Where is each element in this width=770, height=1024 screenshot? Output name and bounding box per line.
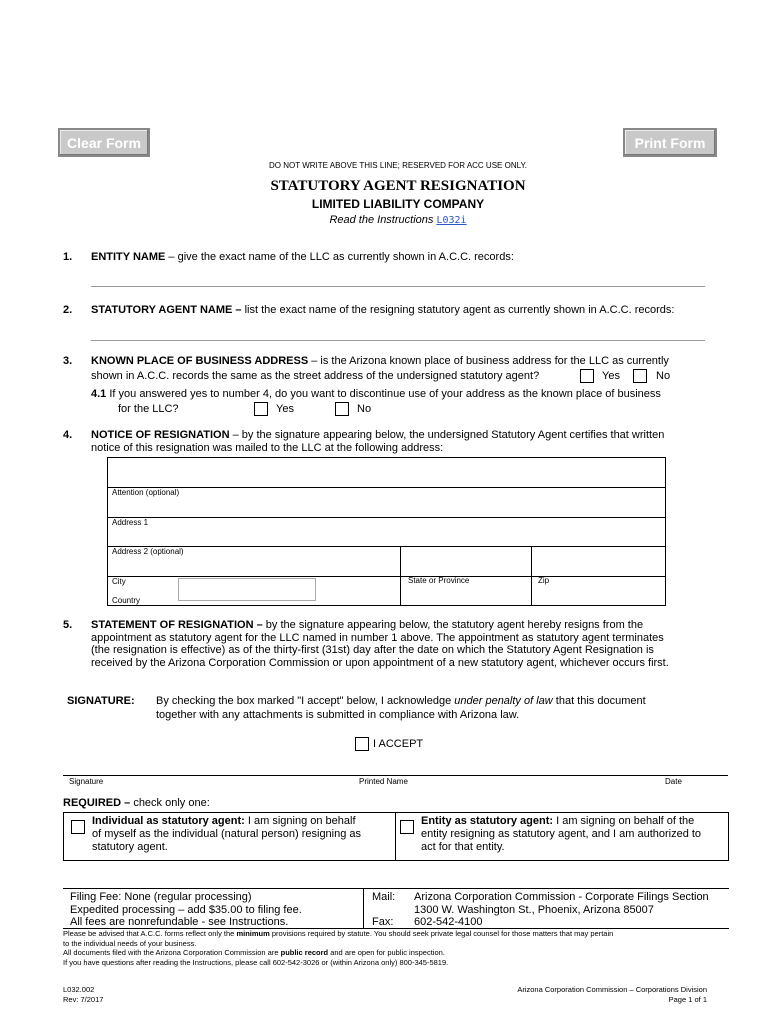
known-place-text: – is the Arizona known place of business address for the LLC as currently (311, 355, 669, 367)
nonrefundable-note: All fees are nonrefundable - see Instructions. (70, 916, 289, 928)
date-label: Date (665, 777, 682, 786)
section-41-line-2: for the LLC? (118, 403, 179, 415)
notice-l3a: All documents filed with the Arizona Corporation Commission are (63, 948, 279, 957)
individual-agent-checkbox[interactable] (71, 820, 85, 834)
individual-agent-text-1: I am signing on behalf (247, 815, 356, 827)
instructions-line (0, 214, 770, 226)
expedited-fee: Expedited processing – add $35.00 to filing fee. (70, 903, 302, 916)
section-5-line-1 (91, 619, 643, 631)
form-revision: Rev: 7/2017 (63, 995, 104, 1004)
required-line (63, 797, 210, 809)
country-label: Country (112, 596, 141, 605)
entity-name-field[interactable] (91, 286, 705, 287)
section-41-number: 4.1 (91, 388, 107, 400)
entity-agent-checkbox[interactable] (400, 820, 414, 834)
section-5-line-4: received by the Arizona Corporation Commission or upon appointment of a new statutory agent, whichever occurs first. (91, 657, 669, 669)
entity-agent-text-1: I am signing on behalf of the (556, 815, 695, 827)
notice-heading: NOTICE OF RESIGNATION (91, 429, 230, 441)
individual-agent-heading: Individual as statutory agent: (92, 815, 245, 827)
known-place-yes-label: Yes (602, 370, 620, 382)
signature-text-1 (156, 695, 646, 707)
required-divider (395, 812, 396, 861)
address1-label: Address 1 (112, 518, 149, 527)
discontinue-yes-checkbox[interactable] (254, 402, 268, 416)
discontinue-yes-label: Yes (276, 403, 294, 415)
accept-label: I ACCEPT (373, 738, 424, 750)
section-41-text: If you answered yes to number 4, do you want to discontinue use of your address as the known place of business (109, 388, 661, 400)
known-place-no-label: No (656, 370, 671, 382)
notice-l1b: minimum (236, 929, 270, 938)
clear-form-button[interactable]: Clear Form (58, 128, 150, 157)
state-label: State or Province (408, 576, 470, 585)
attention-label: Attention (optional) (112, 488, 180, 497)
instructions-prefix: Read the Instructions (329, 214, 434, 226)
page-number: Page 1 of 1 (668, 995, 707, 1004)
llc-name-field[interactable] (107, 457, 666, 488)
instructions-link[interactable]: L032i (436, 215, 467, 226)
fees-divider (363, 888, 364, 929)
notice-l1a: Please be advised that A.C.C. forms reflect only the (63, 929, 235, 938)
footer-right (517, 985, 707, 1005)
individual-agent-text-2: of myself as the individual (natural person) resigning as (92, 828, 362, 840)
signature-text-a: By checking the box marked "I accept" below, I acknowledge (156, 695, 452, 707)
section-5-line-3: (the resignation is effective) as of the thirty-first (31st) day after the date on which the Statutory Agent Resignation is (91, 644, 654, 656)
entity-agent-heading: Entity as statutory agent: (421, 815, 554, 827)
known-place-yes-checkbox[interactable] (580, 369, 594, 383)
reserved-note: DO NOT WRITE ABOVE THIS LINE; RESERVED FOR ACC USE ONLY. (269, 161, 527, 170)
form-id: L032.002 (63, 985, 95, 994)
print-form-button[interactable]: Print Form (623, 128, 717, 157)
section-4-line-2: notice of this resignation was mailed to the LLC at the following address: (91, 442, 444, 454)
section-3-line-1 (91, 355, 669, 367)
agent-name-instruction: list the exact name of the resigning statutory agent as currently shown in A.C.C. records: (244, 304, 675, 316)
fax-label: Fax: (372, 916, 394, 928)
known-place-no-checkbox[interactable] (633, 369, 647, 383)
signature-text-c: that this document (555, 695, 646, 707)
notice-l3c: and are open for public inspection. (330, 948, 445, 957)
address1-field[interactable] (107, 517, 666, 547)
signature-label: Signature (69, 777, 104, 786)
page-subtitle: LIMITED LIABILITY COMPANY (311, 197, 485, 211)
signature-text-2: together with any attachments is submitted in compliance with Arizona law. (156, 709, 520, 721)
agent-name-field[interactable] (91, 340, 705, 341)
signature-line[interactable] (63, 775, 728, 776)
mail-address-2: 1300 W. Washington St., Phoenix, Arizona 85007 (414, 904, 654, 916)
attention-field[interactable] (107, 487, 666, 518)
notice-l2: to the individual needs of your business. (63, 938, 197, 948)
discontinue-no-checkbox[interactable] (335, 402, 349, 416)
required-text: check only one: (133, 797, 210, 809)
notice-l3b: public record (280, 948, 329, 957)
individual-agent-option (92, 815, 361, 854)
agent-name-heading: STATUTORY AGENT NAME – (91, 304, 242, 316)
section-1-text (91, 251, 514, 263)
zip-field[interactable] (531, 576, 665, 605)
signature-heading: SIGNATURE: (67, 695, 135, 707)
entity-agent-option (421, 815, 701, 854)
section-2-number: 2. (63, 304, 73, 316)
zip-label: Zip (538, 576, 550, 585)
entity-agent-text-3: act for that entity. (421, 841, 505, 853)
signature-text-b: under penalty of law (454, 695, 553, 707)
individual-agent-text-3: statutory agent. (92, 841, 168, 853)
notice-l4: If you have questions after reading the Instructions, please call 602-542-3026 or (within Arizona only) 800-345-5819. (63, 957, 449, 967)
section-41-line-1 (91, 388, 661, 400)
footer-left (63, 985, 103, 1005)
country-input[interactable] (178, 578, 316, 601)
section-4-line-1 (91, 429, 664, 441)
mail-address-1: Arizona Corporation Commission - Corporate Filings Section (414, 891, 709, 903)
statement-heading: STATEMENT OF RESIGNATION – (91, 619, 263, 631)
printed-name-label: Printed Name (359, 777, 408, 786)
address2-label: Address 2 (optional) (112, 547, 184, 556)
filing-fee: Filing Fee: None (regular processing) (70, 891, 252, 903)
fees-info (70, 891, 302, 929)
notice-l1c: provisions required by statute. You should seek private legal counsel for those matters that may pertain (271, 929, 614, 938)
required-heading: REQUIRED – (63, 797, 131, 809)
entity-name-instruction: – give the exact name of the LLC as currently shown in A.C.C. records: (168, 251, 514, 263)
section-3-number: 3. (63, 355, 73, 367)
section-2-text (91, 304, 674, 316)
section-3-line-2: shown in A.C.C. records the same as the street address of the undersigned statutory agent? (91, 370, 540, 382)
section-1-number: 1. (63, 251, 73, 263)
section-5-line-2: appointment as statutory agent for the LLC named in number 1 above. The appointment as statutory agent terminates (91, 632, 664, 644)
mail-label: Mail: (372, 891, 396, 903)
section-5-number: 5. (63, 619, 73, 631)
address2-field[interactable] (107, 546, 666, 577)
page-title: STATUTORY AGENT RESIGNATION (270, 178, 526, 194)
city-label: City (112, 577, 126, 586)
state-field[interactable] (400, 576, 532, 606)
section-4-number: 4. (63, 429, 73, 441)
fax-number: 602-542-4100 (414, 916, 483, 928)
discontinue-no-label: No (357, 403, 372, 415)
statement-text: by the signature appearing below, the statutory agent hereby resigns from the (265, 619, 644, 631)
footer-division: Arizona Corporation Commission – Corporations Division (517, 985, 707, 994)
entity-name-heading: ENTITY NAME (91, 251, 166, 263)
entity-agent-text-2: entity resigning as statutory agent, and I am authorized to (421, 828, 702, 840)
known-place-heading: KNOWN PLACE OF BUSINESS ADDRESS (91, 355, 309, 367)
state-cell-top (400, 546, 532, 577)
accept-checkbox[interactable] (355, 737, 369, 751)
notice-text: – by the signature appearing below, the undersigned Statutory Agent certifies that written (232, 429, 665, 441)
legal-notice (63, 929, 743, 967)
